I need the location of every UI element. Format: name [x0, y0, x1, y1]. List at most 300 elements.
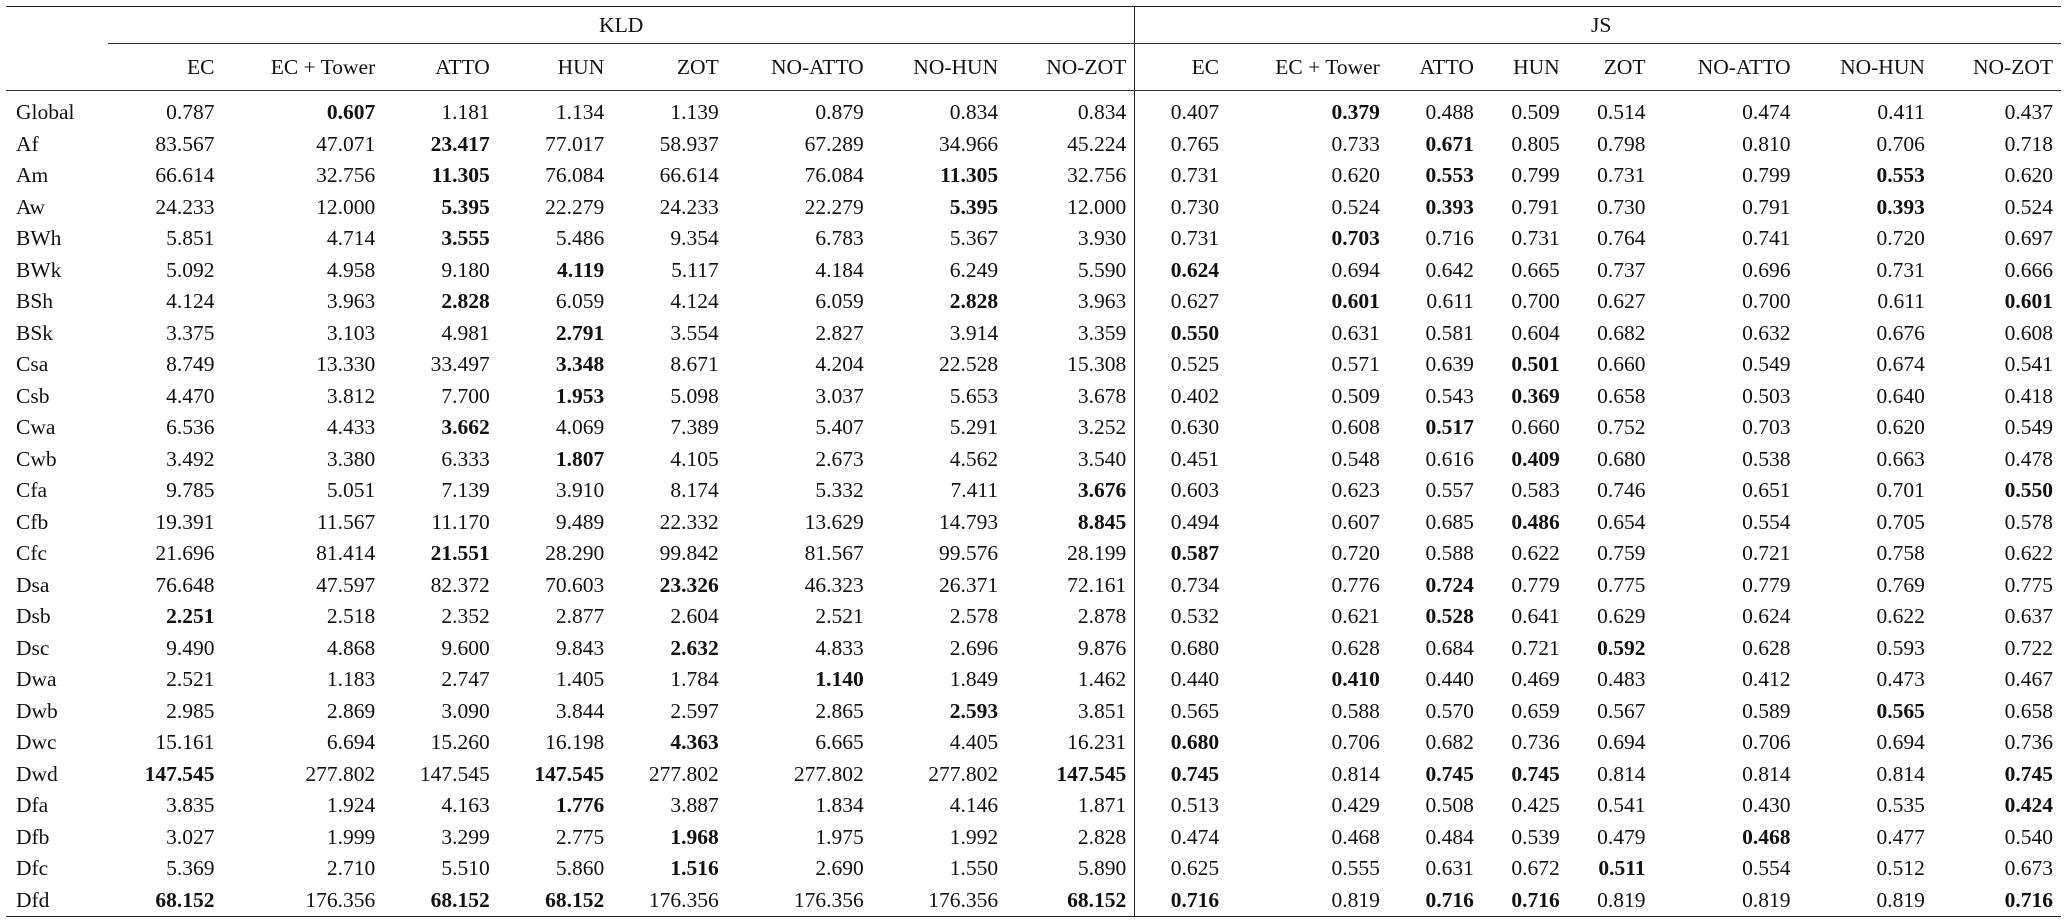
kld-cell: 82.372: [430, 572, 490, 597]
kld-cell: 4.204: [815, 352, 864, 376]
js-cell: 0.798: [1597, 131, 1646, 156]
js-cell: 0.473: [1876, 667, 1925, 691]
js-cell: 0.409: [1511, 446, 1560, 471]
kld-cell: 12.000: [1006, 192, 1135, 224]
js-cell: 0.437: [2004, 100, 2053, 124]
kld-cell: 147.545: [419, 761, 490, 786]
js-cell: 0.730: [1170, 194, 1220, 219]
js-cell: 0.553: [1425, 163, 1474, 187]
kld-cell: 5.407: [815, 415, 864, 439]
table-row: [6, 601, 2061, 633]
js-cell: 0.779: [1742, 572, 1791, 597]
js-cell: 0.608: [1331, 415, 1380, 439]
kld-cell: 0.834: [1006, 91, 1135, 129]
row-label: Cfb: [16, 509, 49, 534]
kld-cell: 67.289: [804, 131, 864, 156]
table-row: [6, 727, 2061, 759]
column-header-js-0: EC: [1141, 44, 1227, 91]
column-header-js-5: NO-ATTO: [1654, 44, 1799, 91]
js-cell: 0.607: [1331, 509, 1380, 534]
row-label: Dsa: [16, 572, 50, 597]
kld-cell: 176.356: [612, 885, 726, 917]
kld-cell: 1.784: [670, 667, 719, 691]
row-label: Dwd: [16, 761, 58, 786]
row-label: Dfc: [16, 856, 49, 880]
kld-cell: 277.802: [928, 761, 999, 786]
kld-cell: 76.084: [804, 163, 864, 187]
js-cell: 0.682: [1597, 320, 1646, 345]
js-cell: 0.581: [1425, 320, 1474, 345]
js-cell: 0.637: [2004, 604, 2053, 628]
kld-cell: 2.828: [441, 289, 490, 313]
js-cell: 0.745: [1170, 761, 1220, 786]
js-cell: 0.746: [1597, 478, 1646, 502]
js-cell: 0.565: [1876, 698, 1925, 723]
kld-cell: 4.119: [557, 257, 605, 282]
kld-cell: 1.550: [949, 856, 999, 880]
table-row: [6, 91, 2061, 129]
js-cell: 0.663: [1876, 446, 1925, 471]
kld-cell: 3.910: [555, 478, 605, 502]
js-cell: 0.625: [1170, 856, 1220, 880]
js-cell: 0.730: [1597, 194, 1646, 219]
js-cell: 0.624: [1742, 604, 1791, 628]
row-label: Dwc: [16, 730, 57, 754]
js-cell: 0.503: [1742, 383, 1791, 408]
js-cell: 0.671: [1425, 131, 1474, 156]
kld-cell: 4.981: [441, 320, 490, 345]
js-cell: 0.627: [1597, 289, 1646, 313]
kld-cell: 3.963: [326, 289, 376, 313]
kld-cell: 9.843: [555, 635, 605, 660]
js-cell: 0.578: [2004, 509, 2053, 534]
kld-cell: 1.807: [555, 446, 605, 471]
js-cell: 0.674: [1876, 352, 1925, 376]
kld-cell: 28.199: [1006, 538, 1135, 570]
table-row: [6, 696, 2061, 728]
kld-cell: 3.676: [1006, 475, 1135, 507]
kld-cell: 5.051: [326, 478, 376, 502]
js-cell: 0.486: [1511, 509, 1560, 534]
kld-cell: 9.490: [166, 635, 215, 660]
kld-cell: 3.090: [441, 698, 490, 723]
js-cell: 0.705: [1876, 509, 1925, 534]
js-cell: 0.680: [1597, 446, 1646, 471]
js-cell: 0.468: [1742, 824, 1791, 849]
kld-cell: 22.279: [545, 194, 605, 219]
js-cell: 0.412: [1742, 667, 1791, 691]
kld-cell: 21.696: [155, 541, 215, 565]
table-body: [6, 91, 2061, 917]
table-row: [6, 853, 2061, 885]
js-cell: 0.694: [1597, 730, 1646, 754]
js-cell: 0.703: [1331, 226, 1380, 250]
js-cell: 0.736: [2004, 730, 2053, 754]
row-label: Dsc: [16, 635, 50, 660]
js-cell: 0.718: [2004, 131, 2053, 156]
js-cell: 0.532: [1170, 604, 1220, 628]
kld-cell: 5.291: [949, 415, 999, 439]
kld-cell: 11.305: [431, 163, 490, 187]
kld-cell: 3.037: [815, 383, 864, 408]
kld-cell: 4.163: [441, 793, 490, 817]
js-cell: 0.541: [1597, 793, 1646, 817]
kld-cell: 5.510: [441, 856, 490, 880]
kld-cell: 24.233: [155, 194, 215, 219]
kld-cell: 3.662: [441, 415, 490, 439]
js-cell: 0.440: [1170, 667, 1220, 691]
js-cell: 0.659: [1511, 698, 1560, 723]
kld-cell: 2.791: [555, 320, 605, 345]
js-cell: 0.745: [1425, 761, 1474, 786]
kld-cell: 47.597: [316, 572, 376, 597]
js-cell: 0.716: [1141, 885, 1227, 917]
row-label: BSh: [16, 289, 54, 313]
kld-cell: 9.489: [555, 509, 605, 534]
js-cell: 0.658: [1597, 383, 1646, 408]
kld-cell: 11.170: [431, 509, 490, 534]
kld-cell: 15.161: [155, 730, 215, 754]
kld-cell: 1.975: [815, 824, 864, 849]
js-cell: 0.731: [1597, 163, 1646, 187]
js-cell: 0.539: [1511, 824, 1560, 849]
kld-cell: 2.696: [949, 635, 999, 660]
kld-cell: 5.890: [1006, 853, 1135, 885]
js-cell: 0.407: [1170, 100, 1220, 124]
column-header-kld-6: NO-HUN: [872, 44, 1006, 91]
js-cell: 0.651: [1742, 478, 1791, 502]
js-cell: 0.745: [2004, 761, 2053, 786]
kld-cell: 23.417: [430, 131, 490, 156]
js-cell: 0.631: [1425, 856, 1474, 880]
js-cell: 0.571: [1331, 352, 1380, 376]
column-header-kld-1: EC + Tower: [223, 44, 384, 91]
row-label: BSk: [16, 320, 54, 345]
kld-cell: 3.678: [1006, 381, 1135, 413]
kld-cell: 1.134: [555, 100, 605, 124]
kld-cell: 24.233: [659, 194, 719, 219]
table-row: [6, 822, 2061, 854]
js-cell: 0.570: [1425, 698, 1474, 723]
kld-cell: 2.593: [949, 698, 999, 723]
kld-cell: 47.071: [316, 131, 376, 156]
js-cell: 0.660: [1511, 415, 1560, 439]
kld-cell: 2.828: [949, 289, 999, 313]
js-cell: 0.513: [1170, 793, 1220, 817]
kld-cell: 66.614: [155, 163, 215, 187]
js-cell: 0.654: [1597, 509, 1646, 534]
kld-cell: 1.462: [1006, 664, 1135, 696]
kld-cell: 76.648: [155, 572, 215, 597]
kld-cell: 13.330: [316, 352, 376, 376]
kld-cell: 147.545: [534, 761, 605, 786]
js-cell: 0.589: [1742, 698, 1791, 723]
kld-cell: 5.395: [949, 194, 999, 219]
kld-cell: 5.369: [166, 856, 215, 880]
kld-cell: 277.802: [648, 761, 719, 786]
kld-cell: 6.249: [949, 257, 999, 282]
kld-cell: 4.184: [815, 257, 864, 282]
js-cell: 0.528: [1425, 604, 1474, 628]
kld-cell: 2.747: [441, 667, 490, 691]
kld-cell: 5.332: [815, 478, 864, 502]
js-cell: 0.478: [2004, 446, 2053, 471]
js-cell: 0.700: [1511, 289, 1560, 313]
kld-cell: 3.252: [1006, 412, 1135, 444]
kld-cell: 14.793: [938, 509, 999, 534]
kld-cell: 28.290: [545, 541, 605, 565]
js-cell: 0.567: [1597, 698, 1646, 723]
js-cell: 0.620: [1876, 415, 1925, 439]
js-cell: 0.549: [1742, 352, 1791, 376]
kld-cell: 3.103: [326, 320, 376, 345]
kld-cell: 12.000: [316, 194, 376, 219]
kld-cell: 68.152: [1006, 885, 1135, 917]
kld-cell: 5.653: [949, 383, 999, 408]
js-cell: 0.752: [1597, 415, 1646, 439]
js-cell: 0.722: [2004, 635, 2053, 660]
js-cell: 0.467: [2004, 667, 2053, 691]
row-label: Dfb: [16, 824, 50, 849]
kld-cell: 77.017: [545, 131, 605, 156]
group-header-kld: KLD: [108, 7, 1135, 44]
table-row: [6, 318, 2061, 350]
column-header-kld-4: ZOT: [612, 44, 726, 91]
kld-cell: 0.787: [166, 100, 215, 124]
js-cell: 0.565: [1170, 698, 1220, 723]
js-cell: 0.642: [1425, 257, 1474, 282]
kld-cell: 6.059: [815, 289, 864, 313]
js-cell: 0.658: [2004, 698, 2053, 723]
kld-cell: 3.555: [441, 226, 490, 250]
kld-cell: 45.224: [1006, 129, 1135, 161]
kld-cell: 2.869: [326, 698, 376, 723]
kld-cell: 4.363: [670, 730, 719, 754]
js-cell: 0.541: [2004, 352, 2053, 376]
column-header-js-7: NO-ZOT: [1933, 44, 2061, 91]
kld-cell: 3.540: [1006, 444, 1135, 476]
js-cell: 0.701: [1876, 478, 1925, 502]
js-cell: 0.601: [2004, 289, 2053, 313]
js-cell: 0.694: [1331, 257, 1380, 282]
kld-cell: 3.027: [166, 824, 215, 849]
kld-cell: 3.812: [326, 383, 376, 408]
js-cell: 0.548: [1331, 446, 1380, 471]
kld-cell: 5.098: [670, 383, 719, 408]
kld-cell: 4.562: [949, 446, 999, 471]
js-cell: 0.703: [1742, 415, 1791, 439]
row-label: Dfa: [16, 793, 49, 817]
js-cell: 0.554: [1742, 509, 1791, 534]
js-cell: 0.508: [1425, 793, 1474, 817]
kld-cell: 76.084: [545, 163, 605, 187]
js-cell: 0.736: [1511, 730, 1560, 754]
table-row: [6, 255, 2061, 287]
js-cell: 0.494: [1170, 509, 1220, 534]
column-header-row: [6, 44, 2061, 91]
kld-cell: 5.590: [1006, 255, 1135, 287]
row-label: Am: [16, 163, 49, 187]
kld-cell: 3.930: [1006, 223, 1135, 255]
kld-cell: 8.174: [670, 478, 719, 502]
js-cell: 0.684: [1425, 635, 1474, 660]
kld-cell: 1.999: [326, 824, 376, 849]
js-cell: 0.474: [1742, 100, 1791, 124]
js-cell: 0.673: [2004, 856, 2053, 880]
kld-cell: 1.516: [670, 856, 719, 880]
kld-cell: 16.231: [1006, 727, 1135, 759]
table-row: [6, 223, 2061, 255]
table-row: [6, 790, 2061, 822]
js-cell: 0.603: [1170, 478, 1220, 502]
js-cell: 0.759: [1597, 541, 1646, 565]
column-header-js-1: EC + Tower: [1227, 44, 1388, 91]
js-cell: 0.484: [1425, 824, 1474, 849]
kld-cell: 23.326: [659, 572, 719, 597]
kld-cell: 4.069: [555, 415, 605, 439]
js-cell: 0.672: [1511, 856, 1560, 880]
row-label: Csb: [16, 383, 50, 408]
js-cell: 0.418: [2004, 383, 2053, 408]
js-cell: 0.451: [1170, 446, 1220, 471]
kld-cell: 66.614: [659, 163, 719, 187]
js-cell: 0.737: [1597, 257, 1646, 282]
table-row: [6, 412, 2061, 444]
kld-cell: 9.876: [1006, 633, 1135, 665]
kld-cell: 147.545: [1006, 759, 1135, 791]
column-header-js-4: ZOT: [1568, 44, 1654, 91]
js-cell: 0.764: [1597, 226, 1646, 250]
js-cell: 0.501: [1511, 352, 1560, 376]
row-label: Dwa: [16, 667, 57, 691]
js-cell: 0.369: [1511, 383, 1560, 408]
kld-cell: 1.181: [441, 100, 490, 124]
kld-cell: 3.380: [326, 446, 376, 471]
kld-cell: 70.603: [545, 572, 605, 597]
js-cell: 0.632: [1742, 320, 1791, 345]
kld-cell: 2.827: [815, 320, 864, 345]
js-cell: 0.621: [1331, 604, 1380, 628]
kld-cell: 3.851: [1006, 696, 1135, 728]
table-row: [6, 570, 2061, 602]
js-cell: 0.517: [1425, 415, 1474, 439]
js-cell: 0.680: [1170, 730, 1220, 754]
kld-cell: 99.842: [659, 541, 719, 565]
js-cell: 0.379: [1331, 100, 1380, 124]
kld-cell: 72.161: [1006, 570, 1135, 602]
js-cell: 0.630: [1170, 415, 1220, 439]
kld-cell: 4.105: [670, 446, 719, 471]
column-header-kld-3: HUN: [498, 44, 612, 91]
js-cell: 0.622: [2004, 541, 2053, 565]
js-cell: 0.509: [1331, 383, 1380, 408]
js-cell: 0.721: [1511, 635, 1560, 660]
kld-cell: 147.545: [144, 761, 215, 786]
kld-cell: 3.963: [1006, 286, 1135, 318]
kld-cell: 3.359: [1006, 318, 1135, 350]
kld-cell: 11.567: [316, 509, 376, 534]
js-cell: 0.623: [1331, 478, 1380, 502]
row-label: Dfd: [6, 885, 108, 917]
js-cell: 0.814: [1742, 761, 1791, 786]
js-cell: 0.791: [1511, 194, 1560, 219]
kld-cell: 4.124: [670, 289, 719, 313]
kld-cell: 26.371: [938, 572, 999, 597]
kld-cell: 21.551: [430, 541, 490, 565]
js-cell: 0.791: [1742, 194, 1791, 219]
kld-cell: 2.352: [441, 604, 490, 628]
table-row: [6, 349, 2061, 381]
js-cell: 0.474: [1170, 824, 1220, 849]
kld-cell: 68.152: [383, 885, 497, 917]
kld-cell: 6.536: [166, 415, 215, 439]
kld-cell: 5.851: [166, 226, 215, 250]
js-cell: 0.720: [1331, 541, 1380, 565]
js-cell: 0.731: [1170, 163, 1220, 187]
kld-cell: 7.700: [441, 383, 490, 408]
kld-cell: 0.879: [815, 100, 864, 124]
js-cell: 0.733: [1331, 131, 1380, 156]
kld-cell: 83.567: [155, 131, 215, 156]
kld-cell: 1.953: [555, 383, 605, 408]
kld-cell: 4.146: [949, 793, 999, 817]
kld-cell: 4.405: [949, 730, 999, 754]
kld-cell: 9.180: [441, 257, 490, 282]
js-cell: 0.511: [1598, 856, 1646, 880]
table-row: [6, 192, 2061, 224]
js-cell: 0.588: [1331, 698, 1380, 723]
js-cell: 0.512: [1876, 856, 1925, 880]
kld-cell: 2.775: [555, 824, 605, 849]
kld-cell: 6.694: [326, 730, 376, 754]
js-cell: 0.724: [1425, 572, 1474, 597]
js-cell: 0.557: [1425, 478, 1474, 502]
kld-cell: 8.845: [1006, 507, 1135, 539]
kld-cell: 32.756: [1006, 160, 1135, 192]
js-cell: 0.616: [1425, 446, 1474, 471]
kld-cell: 4.124: [166, 289, 215, 313]
kld-cell: 1.849: [949, 667, 999, 691]
kld-cell: 4.714: [326, 226, 376, 250]
results-table: [6, 6, 2061, 917]
kld-cell: 2.251: [166, 604, 215, 628]
js-cell: 0.624: [1170, 257, 1220, 282]
js-cell: 0.716: [1388, 885, 1482, 917]
table-row: [6, 444, 2061, 476]
kld-cell: 2.985: [166, 698, 215, 723]
js-cell: 0.524: [2004, 194, 2053, 219]
table-row: [6, 759, 2061, 791]
kld-cell: 1.968: [670, 824, 719, 849]
kld-cell: 11.305: [940, 163, 999, 187]
table-row: [6, 381, 2061, 413]
kld-cell: 22.332: [659, 509, 719, 534]
js-cell: 0.819: [1799, 885, 1933, 917]
js-cell: 0.604: [1511, 320, 1560, 345]
js-cell: 0.509: [1511, 100, 1560, 124]
js-cell: 0.666: [2004, 257, 2053, 282]
js-cell: 0.553: [1876, 163, 1925, 187]
table-row: [6, 129, 2061, 161]
js-cell: 0.611: [1877, 289, 1925, 313]
kld-cell: 13.629: [804, 509, 864, 534]
kld-cell: 1.183: [326, 667, 376, 691]
table-row: [6, 507, 2061, 539]
kld-cell: 68.152: [108, 885, 222, 917]
js-cell: 0.676: [1876, 320, 1925, 345]
js-cell: 0.716: [1482, 885, 1568, 917]
group-header-js: JS: [1141, 7, 2061, 44]
